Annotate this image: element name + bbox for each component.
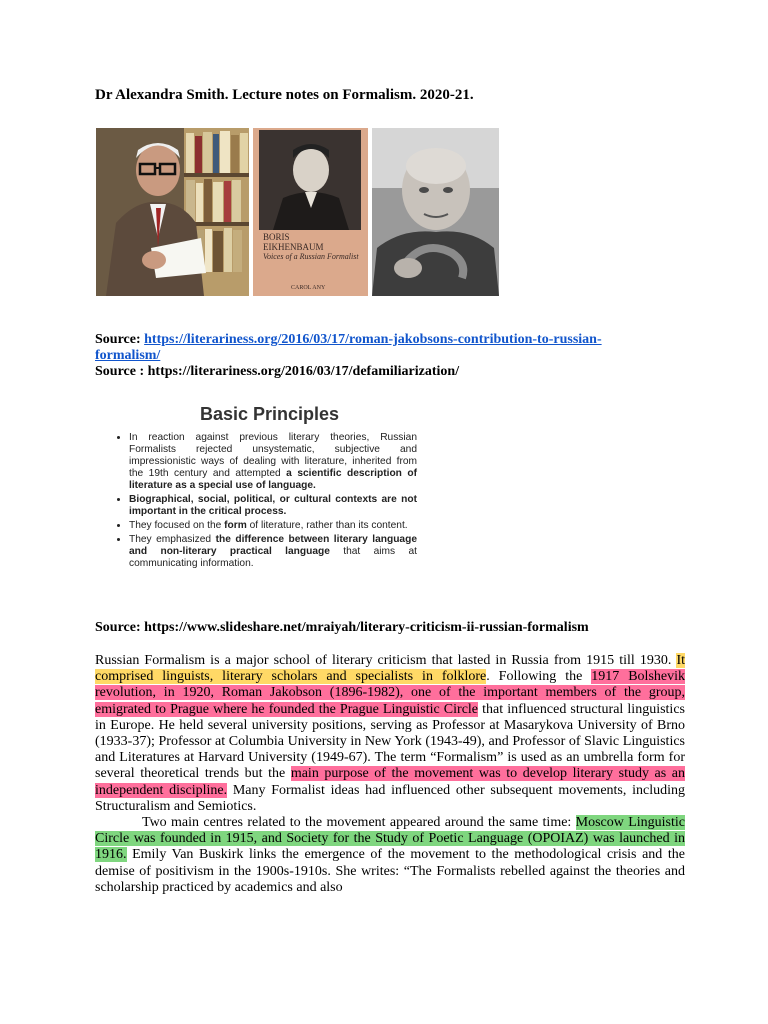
list-item: • They focused on the form of literature, rather than its content. (129, 520, 417, 532)
book-editor: CAROL ANY (291, 285, 326, 291)
list-item: • They emphasized the difference between literary language and non-literary practical language that aims at communicating information. (129, 534, 417, 570)
photo-jakobson-image (96, 128, 249, 296)
list-item: • In reaction against previous literary theories, Russian Formalists rejected unsystematic, subjective and impressionistic ways of dealing with literature, inherited from the 19th century and attempted a scientific description of literature as a special use of language. (129, 432, 417, 492)
highlight-green: Moscow Linguistic Circle was founded in 1915, and Society for the Study of Poetic Language (OPOIAZ) was launched in 1916. (95, 815, 685, 863)
source-1 (95, 332, 602, 348)
book-subtitle: Voices of a Russian Formalist (263, 252, 359, 261)
source-1-cont (95, 348, 160, 364)
book-author-line1: BORIS (263, 232, 290, 242)
highlight-yellow: It comprised linguists, literary scholars and specialists in folklore (95, 653, 685, 685)
paragraph-2: Two main centres related to the movement appeared around the same time: Moscow Linguistic Circle was founded in 1915, and Society for the Study of Poetic Language (OPOIAZ) was launched in 1916. Emily Van Buskirk links the emergence of the movement to the methodological crisis and the demise of positivism in the 1900s-1910s. She writes: “The Formalists rebelled against the theories and scholarship practiced by academics and also (95, 815, 685, 895)
list-item: • Biographical, social, political, or cultural contexts are not important in the critical process. (129, 494, 417, 518)
source-1-link[interactable]: https://literariness.org/2016/03/17/roman-jakobsons-contribution-to-russian- (144, 332, 602, 347)
photo-shklovsky-image (372, 128, 499, 296)
body-text (95, 653, 685, 896)
source-1-label: Source: (95, 332, 145, 347)
book-cover-eikhenbaum (253, 128, 368, 296)
photo-shklovsky (372, 128, 499, 296)
photo-jakobson (96, 128, 249, 296)
principles-list (95, 432, 417, 572)
source-3: Source: https://www.slideshare.net/mraiyah/literary-criticism-ii-russian-formalism (95, 620, 589, 635)
source-2: Source : https://literariness.org/2016/03/17/defamiliarization/ (95, 364, 460, 379)
slide-title: Basic Principles (200, 404, 340, 424)
book-author-line2: EIKHENBAUM (263, 242, 324, 252)
page-title: Dr Alexandra Smith. Lecture notes on Formalism. 2020-21. (95, 87, 474, 103)
highlight-pink-2: main purpose of the movement was to develop literary study as an independent discipline. (95, 766, 685, 798)
highlight-pink: 1917 Bolshevik revolution, in 1920, Roman Jakobson (1896-1982), one of the important members of the group, emigrated to Prague where he founded the Prague Linguistic Circle (95, 669, 685, 717)
paragraph-1: Russian Formalism is a major school of literary criticism that lasted in Russia from 1915 till 1930. It comprised linguists, literary scholars and specialists in folklore. Following the 1917 Bolshevik revolution, in 1920, Roman Jakobson (1896-1982), one of the important members of the group, emigrated to Prague where he founded the Prague Linguistic Circle that influenced structural linguistics in Europe. He held several university positions, serving as Professor at Masarykova University of Brno (1933-37); Professor at Columbia University in New York (1943-49), and Professor of Slavic Linguistics and Literatures at Harvard University (1949-67). The term “Formalism” is used as an umbrella form for several theoretical trends but the main purpose of the movement was to develop literary study as an independent discipline. Many Formalist ideas had influenced other subsequent movements, including Structuralism and Semiotics. (95, 653, 685, 814)
source-1-link-cont[interactable]: formalism/ (95, 348, 161, 363)
basic-principles-slide (95, 398, 425, 598)
